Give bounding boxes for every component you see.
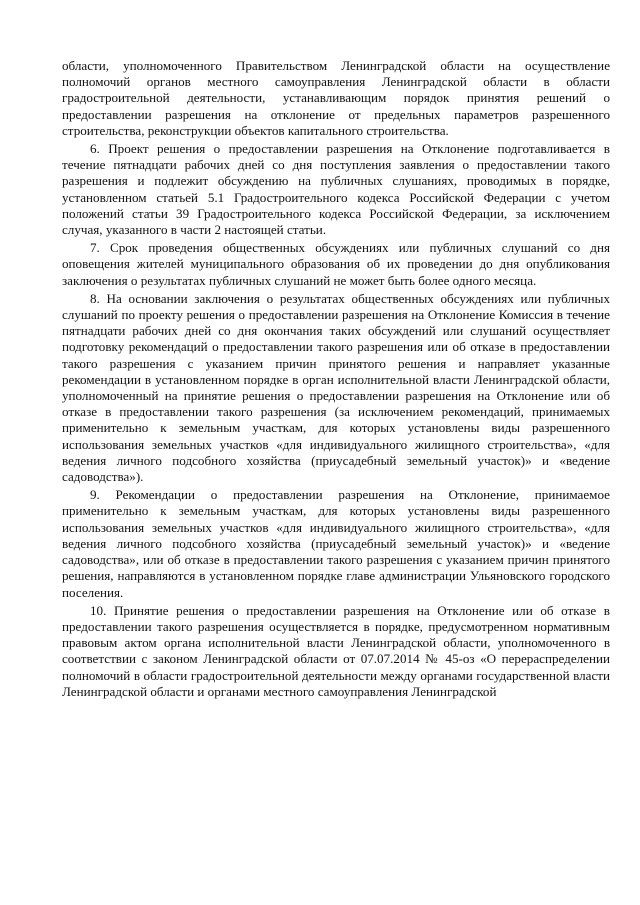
- document-page: [62, 58, 610, 700]
- paragraph-6: 6. Проект решения о предоставлении разрешения на Отклонение подготавливается в течение пятнадцати рабочих дней со дня поступления заявления о предоставлении такого разрешения и подлежит обсуждению на публичных слушаниях, проводимых в порядке, установленном статьей 5.1 Градостроительного кодекса Российской Федерации с учетом положений статьи 39 Градостроительного кодекса Российской Федерации, за исключением случая, указанного в части 2 настоящей статьи.: [62, 141, 610, 238]
- paragraph-continuation: области, уполномоченного Правительством Ленинградской области на осуществление полномочий органов местного самоуправления Ленинградской области в области градостроительной деятельности, устанавливающим порядок принятия решений о предоставлении разрешения на отклонение от предельных параметров разрешенного строительства, реконструкции объектов капитального строительства.: [62, 58, 610, 138]
- paragraph-10: 10. Принятие решения о предоставлении разрешения на Отклонение или об отказе в предоставлении такого разрешения осуществляется в порядке, предусмотренном нормативным правовым актом органа исполнительной власти Ленинградской области, уполномоченного в соответствии с законом Ленинградской области от 07.07.2014 № 45-оз «О перераспределении полномочий в области градостроительной деятельности между органами государственной власти Ленинградской области и органами местного самоуправления Ленинградской: [62, 602, 610, 699]
- paragraph-9: 9. Рекомендации о предоставлении разрешения на Отклонение, принимаемое применительно к земельным участкам, для которых установлены виды разрешенного использования земельных участков «для индивидуального жилищного строительства», «для ведения личного подсобного хозяйства (приусадебный земельный участок)» и «ведение садоводства», или об отказе в предоставлении такого разрешения с указанием причин принятого решения, направляются в установленном порядке главе администрации Ульяновского городского поселения.: [62, 487, 610, 600]
- paragraph-7: 7. Срок проведения общественных обсуждениях или публичных слушаний со дня оповещения жителей муниципального образования об их проведении до дня опубликования заключения о результатах публичных слушаний не может быть более одного месяца.: [62, 240, 610, 288]
- paragraph-8: 8. На основании заключения о результатах общественных обсуждениях или публичных слушаний по проекту решения о предоставлении разрешения на Отклонение Комиссия в течение пятнадцати рабочих дней со дня окончания таких обсуждений или слушаний осуществляет подготовку рекомендаций о предоставлении такого разрешения или об отказе в предоставлении такого разрешения с указанием причин принятого решения и направляет указанные рекомендации в установленном порядке в орган исполнительной власти Ленинградской области, уполномоченный на принятие решения о предоставлении разрешения на Отклонение или об отказе в предоставлении такого разрешения (за исключением рекомендаций, принимаемых применительно к земельным участкам, для которых установлены виды разрешенного использования земельных участков «для индивидуального жилищного строительства», «для ведения личного подсобного хозяйства (приусадебный земельный участок)» и «ведение садоводства»).: [62, 290, 610, 485]
